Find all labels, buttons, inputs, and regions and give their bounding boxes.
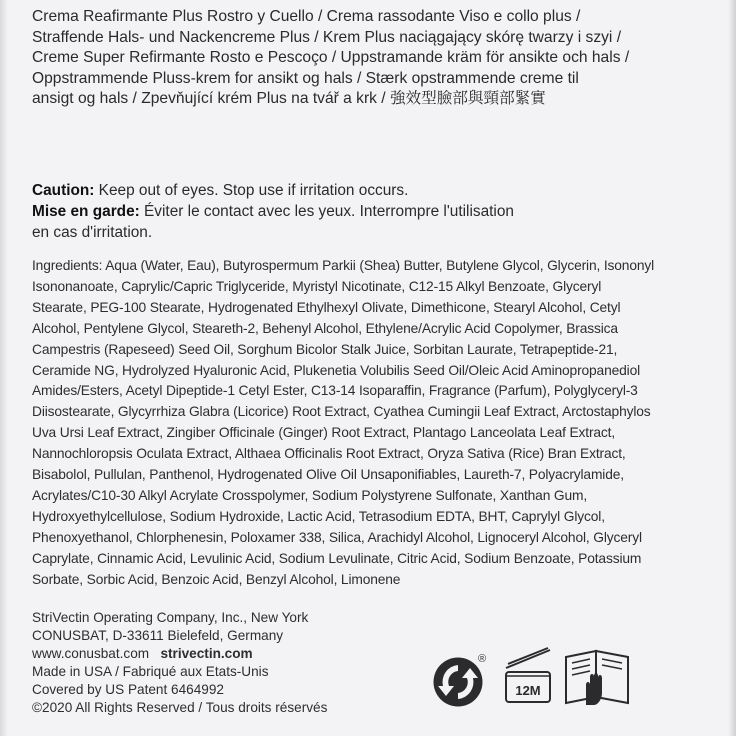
ingredients-line: Nannochloropsis Oculata Extract, Althaea Officinalis Root Extract, Oryza Sativa (Rice) Bran Extract, — [32, 446, 626, 462]
ingredients-line: Ceramide NG, Hydrolyzed Hyaluronic Acid, Plukenetia Volubilis Seed Oil/Oleic Acid Aminopropanediol — [32, 362, 641, 378]
package-edge-right — [728, 0, 736, 736]
language-line: ansigt og hals / Zpevňující krém Plus na tvář a krk / 強效型臉部與頸部緊實 — [32, 90, 546, 108]
language-line: Oppstrammende Pluss-krem for ansikt og hals / Stærk opstrammende creme til — [32, 69, 579, 87]
caution-label-en: Caution: — [32, 182, 95, 199]
caution-text-en: Keep out of eyes. Stop use if irritation occurs. — [94, 182, 409, 199]
multilingual-product-names — [32, 7, 629, 110]
package-edge-left — [0, 0, 8, 736]
ingredients-list — [32, 256, 712, 591]
open-jar-icon — [500, 646, 556, 708]
brand-url: strivectin.com — [160, 645, 253, 661]
ingredients-line: Campestris (Rapeseed) Seed Oil, Sorghum Bicolor Stalk Juice, Sorbitan Laurate, Tetrapeptide-21, — [32, 341, 618, 357]
ingredients-line: Amides/Esters, Acetyl Dipeptide-1 Cetyl Ester, C13-14 Isoparaffin, Fragrance (Parfum), Polyglyceryl-3 — [32, 383, 638, 399]
ingredients-line: Ingredients: Aqua (Water, Eau), Butyrospermum Parkii (Shea) Butter, Butylene Glycol, Glycerin, Isononyl — [32, 258, 655, 273]
caution-french — [32, 201, 514, 222]
distributor-url: www.conusbat.com — [32, 645, 150, 661]
ingredients-line: Hydroxyethylcellulose, Sodium Hydroxide, Lactic Acid, Tetrasodium EDTA, BHT, Caprylyl Glycol, — [32, 508, 605, 524]
ingredients-line: Uva Ursi Leaf Extract, Zingiber Officinale (Ginger) Root Extract, Plantago Lanceolata Leaf Extract, — [32, 425, 616, 441]
ingredients-line: Caprylate, Cinnamic Acid, Levulinic Acid, Sodium Levulinate, Citric Acid, Sodium Benzoate, Potassium — [32, 550, 642, 566]
company-name: StriVectin Operating Company, Inc., New York — [32, 610, 309, 625]
language-line: Straffende Hals- und Nackencreme Plus / Krem Plus naciągający skórę twarzy i szyi / — [32, 28, 622, 46]
caution-french-cont: en cas d'irritation. — [32, 224, 153, 241]
copyright: ©2020 All Rights Reserved / Tous droits réservés — [32, 699, 328, 715]
ingredients-line: Acrylates/C10-30 Alkyl Acrylate Crosspolymer, Sodium Polystyrene Sulfonate, Xanthan Gum, — [32, 487, 588, 503]
read-leaflet-hand-icon — [562, 643, 632, 709]
caution-label-fr: Mise en garde: — [32, 203, 140, 220]
company-info — [32, 609, 327, 716]
ingredients-line: Phenoxyethanol, Chlorphenesin, Poloxamer 338, Silica, Arachidyl Alcohol, Lignoceryl Alcohol, Glyceryl — [32, 529, 642, 545]
eu-distributor: CONUSBAT, D-33611 Bielefeld, Germany — [32, 627, 284, 643]
pao-label: 12M — [515, 683, 541, 698]
patent: Covered by US Patent 6464992 — [32, 681, 224, 697]
registered-mark: ® — [478, 653, 487, 665]
ingredients-line: Stearate, PEG-100 Stearate, Hydrogenated Ethylhexyl Olivate, Dimethicone, Stearyl Alcohol, Cetyl — [32, 299, 621, 315]
ingredients-line: Bisabolol, Pullulan, Panthenol, Hydrogenated Olive Oil Unsaponifiables, Laureth-7, Polyacrylamide, — [32, 467, 624, 483]
ingredients-line: Diisostearate, Glycyrrhiza Glabra (Licorice) Root Extract, Cyathea Cumingii Leaf Extract, Arctostaphylos — [32, 404, 651, 420]
caution-english — [32, 180, 514, 201]
made-in: Made in USA / Fabriqué aux Etats-Unis — [32, 663, 269, 679]
caution-text-fr: Éviter le contact avec les yeux. Interrompre l'utilisation — [139, 203, 514, 220]
caution-warning — [32, 180, 514, 243]
ingredients-line: Sorbate, Sorbic Acid, Benzoic Acid, Benzyl Alcohol, Limonene — [32, 571, 401, 587]
language-line: Creme Super Refirmante Rosto e Pescoço / Uppstramande kräm för ansikte och hals / — [32, 49, 630, 67]
recycle-arrows-icon — [432, 656, 484, 708]
websites — [32, 645, 327, 663]
language-line: Crema Reafirmante Plus Rostro y Cuello / Crema rassodante Viso e collo plus / — [32, 8, 581, 25]
ingredients-line: Alcohol, Pentylene Glycol, Steareth-2, Behenyl Alcohol, Ethylene/Acrylic Acid Copolymer, Brassica — [32, 320, 618, 336]
ingredients-line: Isononanoate, Caprylic/Capric Triglyceride, Myristyl Nicotinate, C12-15 Alkyl Benzoate, Glyceryl — [32, 278, 602, 294]
